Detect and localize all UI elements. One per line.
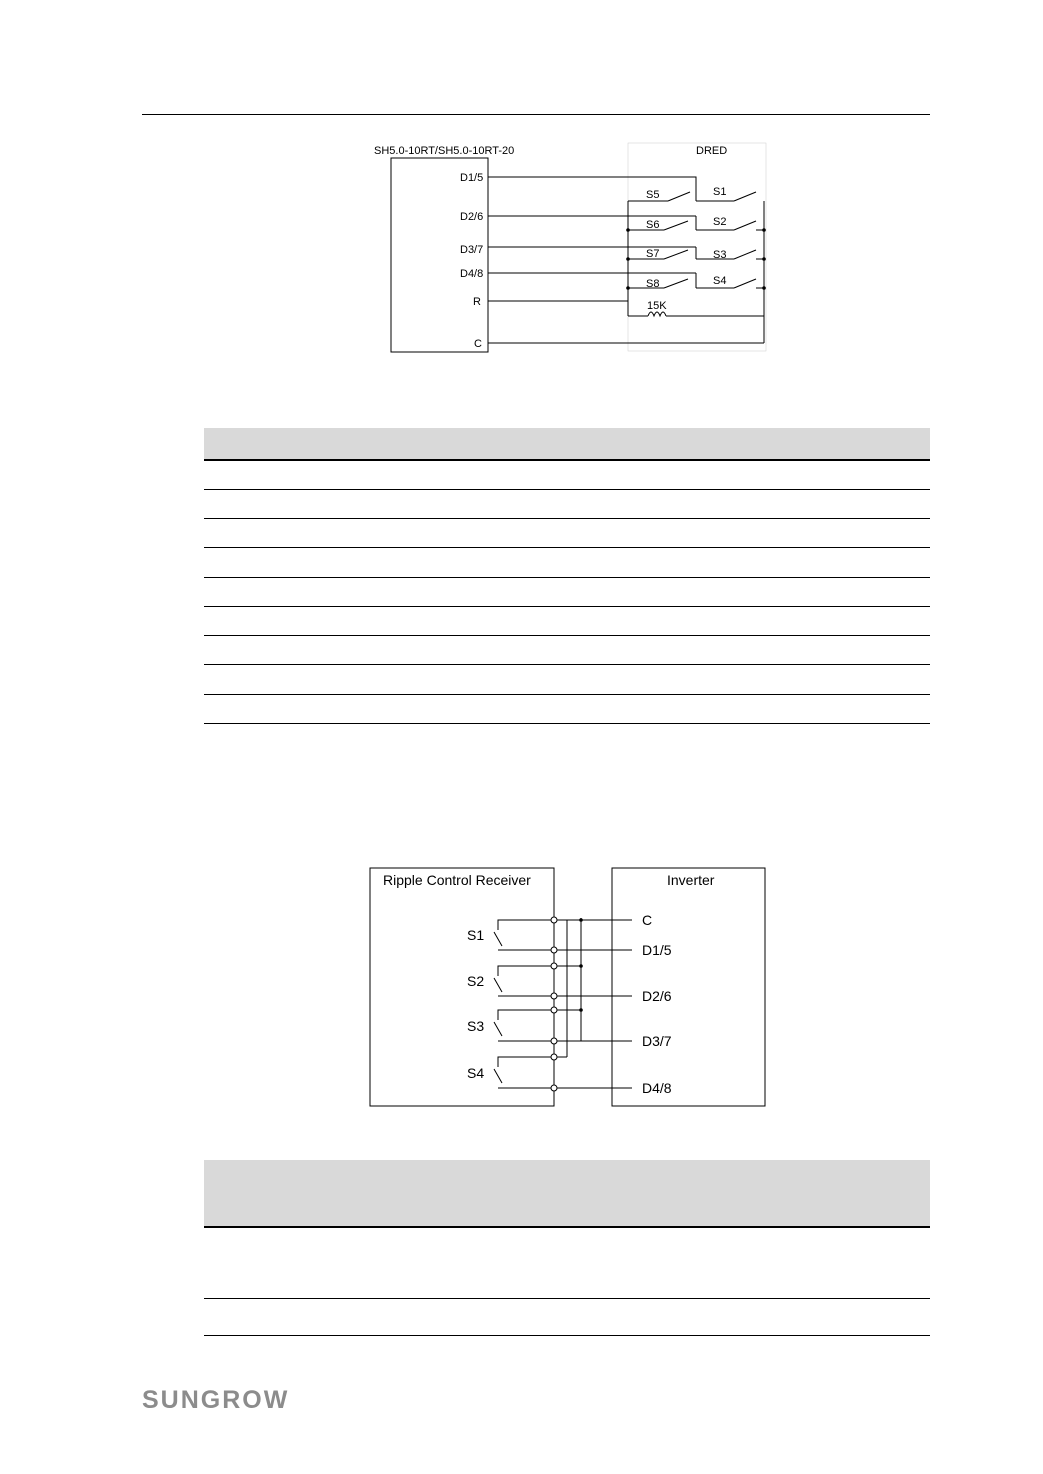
table-header [204, 1160, 930, 1228]
switch-s1: S1 [713, 186, 727, 198]
table-row [204, 1228, 930, 1299]
dred-label: DRED [696, 145, 728, 157]
terminal-node [551, 1007, 557, 1013]
pin-r: R [473, 296, 481, 308]
switch-s4: S4 [713, 275, 727, 287]
terminal-d26: D2/6 [642, 988, 672, 1004]
terminal-d37: D3/7 [642, 1033, 672, 1049]
terminal-c: C [642, 912, 653, 928]
pin-d48: D4/8 [460, 268, 484, 280]
switch-s6: S6 [646, 219, 660, 231]
terminal-node [551, 963, 557, 969]
switch-s2: S2 [713, 216, 727, 228]
junction-node [579, 964, 583, 968]
ripple-switch-s3: S3 [467, 1018, 485, 1034]
ripple-switch-s4: S4 [467, 1065, 485, 1081]
switch-s5: S5 [646, 189, 660, 201]
terminal-node [551, 993, 557, 999]
pin-d26: D2/6 [460, 211, 484, 223]
receiver-block [370, 868, 554, 1106]
switch-s8: S8 [646, 278, 660, 290]
terminal-node [551, 917, 557, 923]
pin-c: C [474, 338, 482, 350]
switch-s7: S7 [646, 248, 660, 260]
terminal-node [551, 1085, 557, 1091]
switch-s3: S3 [713, 249, 727, 261]
inverter-label: Inverter [667, 872, 715, 888]
ripple-switch-s2: S2 [467, 973, 485, 989]
pin-d37: D3/7 [460, 244, 484, 256]
ripple-mode-table [204, 1160, 930, 1336]
terminal-node [551, 1038, 557, 1044]
junction-node [579, 1008, 583, 1012]
terminal-d15: D1/5 [642, 942, 672, 958]
terminal-node [551, 1054, 557, 1060]
inverter-block [612, 868, 765, 1106]
junction-node [579, 918, 583, 922]
ripple-switch-s1: S1 [467, 927, 485, 943]
table-row [204, 1299, 930, 1336]
receiver-label: Ripple Control Receiver [383, 872, 531, 888]
resistor-label: 15K [647, 300, 667, 312]
sungrow-logo: SUNGROW [142, 1386, 290, 1414]
terminal-node [551, 947, 557, 953]
dred-device-label: SH5.0-10RT/SH5.0-10RT-20 [374, 145, 515, 157]
terminal-d48: D4/8 [642, 1080, 672, 1096]
pin-d15: D1/5 [460, 172, 484, 184]
